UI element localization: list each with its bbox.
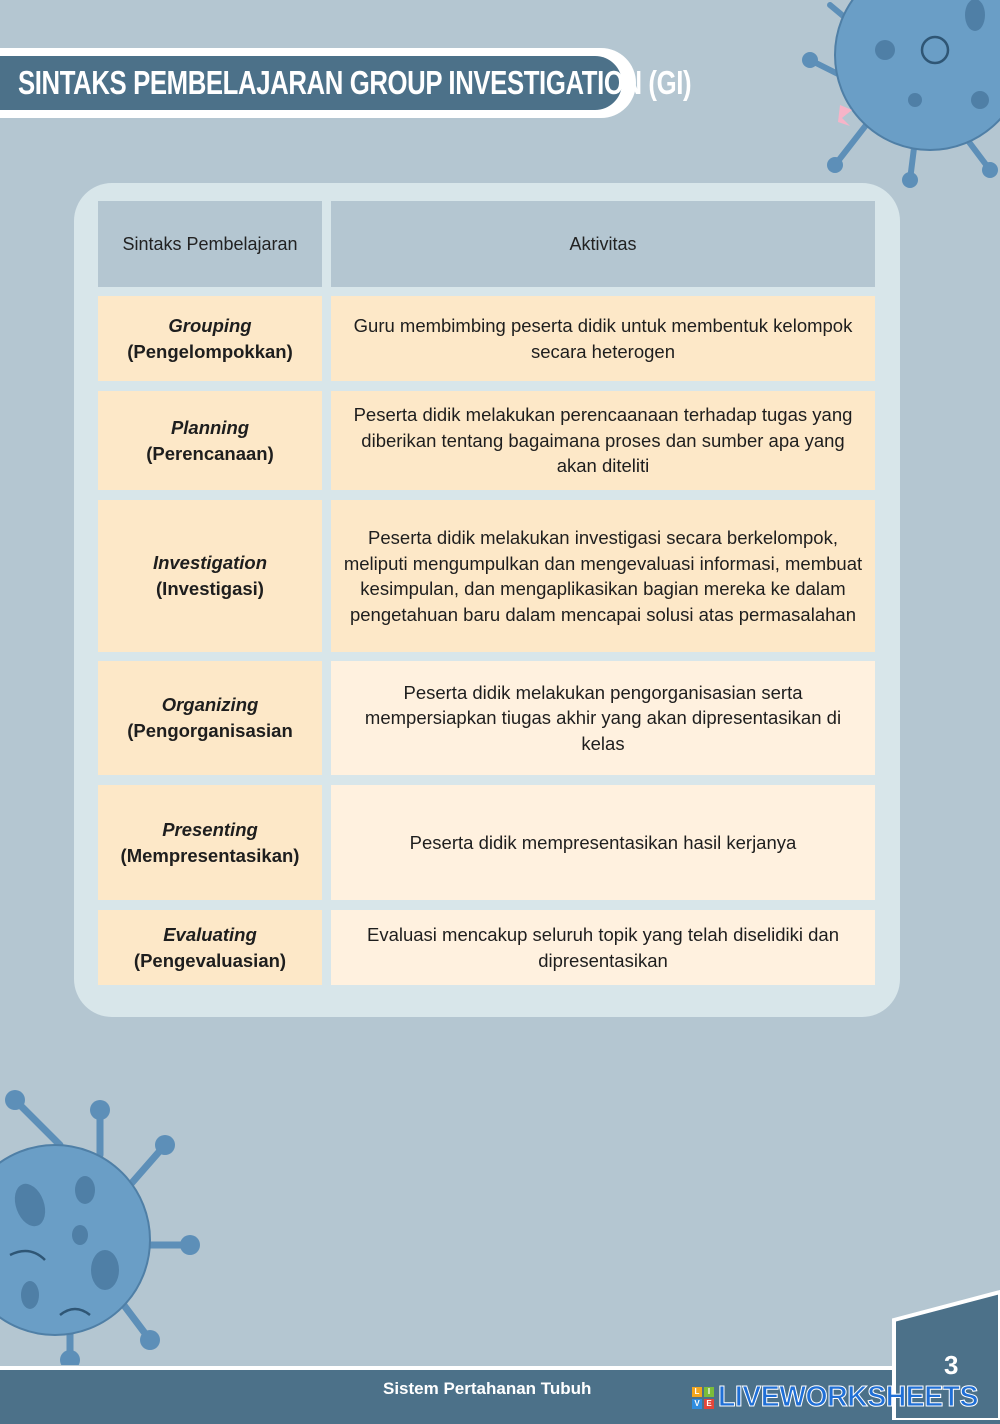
- column-header-sintaks: Sintaks Pembelajaran: [98, 201, 322, 287]
- syntax-term: Evaluating: [163, 923, 257, 945]
- footer-subject: Sistem Pertahanan Tubuh: [383, 1379, 592, 1398]
- table-row-organizing-activity: Peserta didik melakukan pengorganisasian serta mempersiapkan tiugas akhir yang akan dipresentasikan di kelas: [331, 661, 875, 775]
- syntax-term: Planning: [170, 416, 250, 438]
- table-row-evaluating-activity: Evaluasi mencakup seluruh topik yang telah diselidiki dan dipresentasikan: [331, 910, 875, 985]
- table-row-investigation-activity: Peserta didik melakukan investigasi secara berkelompok, meliputi mengumpulkan dan mengevaluasi informasi, membuat kesimpulan, dan mengaplikasikan bagian mereka ke dalam pengetahuan baru dalam mencapai solusi atas permasalahan: [331, 500, 875, 652]
- title-banner: [0, 56, 692, 110]
- table-row-planning-activity: Peserta didik melakukan perencaanaan terhadap tugas yang diberikan tentang bagaimana proses dan sumber apa yang akan diteliti: [331, 391, 875, 490]
- page-title: SINTAKS PEMBELAJARAN GROUP INVESTIGATION (GI): [18, 64, 692, 101]
- column-header-aktivitas: Aktivitas: [331, 201, 875, 287]
- liveworksheets-logo-icon: L I V E: [692, 1387, 714, 1409]
- table-row-grouping-activity: Guru membimbing peserta didik untuk membentuk kelompok secara heterogen: [331, 296, 875, 381]
- syntax-term: Grouping: [168, 314, 252, 336]
- syntax-term: Presenting: [162, 818, 258, 840]
- table-row-planning-syntax: [98, 391, 322, 490]
- virus-illustration-top-right: [790, 0, 1000, 190]
- page-number: 3: [944, 1350, 959, 1380]
- syntax-translation: (Pengevaluasian): [133, 949, 287, 971]
- syntax-translation: (Pengorganisasian: [127, 720, 293, 741]
- table-row-grouping-syntax: [98, 296, 322, 381]
- table-row-organizing-syntax: [98, 661, 322, 775]
- table-row-presenting-syntax: [98, 785, 322, 900]
- syntax-translation: (Investigasi): [156, 578, 264, 599]
- liveworksheets-wordmark: LIVEWORKSHEETS: [718, 1381, 979, 1413]
- syntax-term: Organizing: [161, 694, 259, 715]
- syntax-term: Investigation: [152, 552, 268, 573]
- virus-illustration-bottom-left: [0, 1085, 200, 1365]
- table-row-investigation-syntax: [98, 500, 322, 652]
- table-row-evaluating-syntax: [98, 910, 322, 985]
- liveworksheets-watermark: [692, 1381, 983, 1414]
- table-row-presenting-activity: Peserta didik mempresentasikan hasil kerjanya: [331, 785, 875, 900]
- syntax-translation: (Pengelompokkan): [127, 340, 293, 362]
- syntax-translation: (Mempresentasikan): [120, 844, 300, 866]
- syntax-translation: (Perencanaan): [146, 442, 274, 464]
